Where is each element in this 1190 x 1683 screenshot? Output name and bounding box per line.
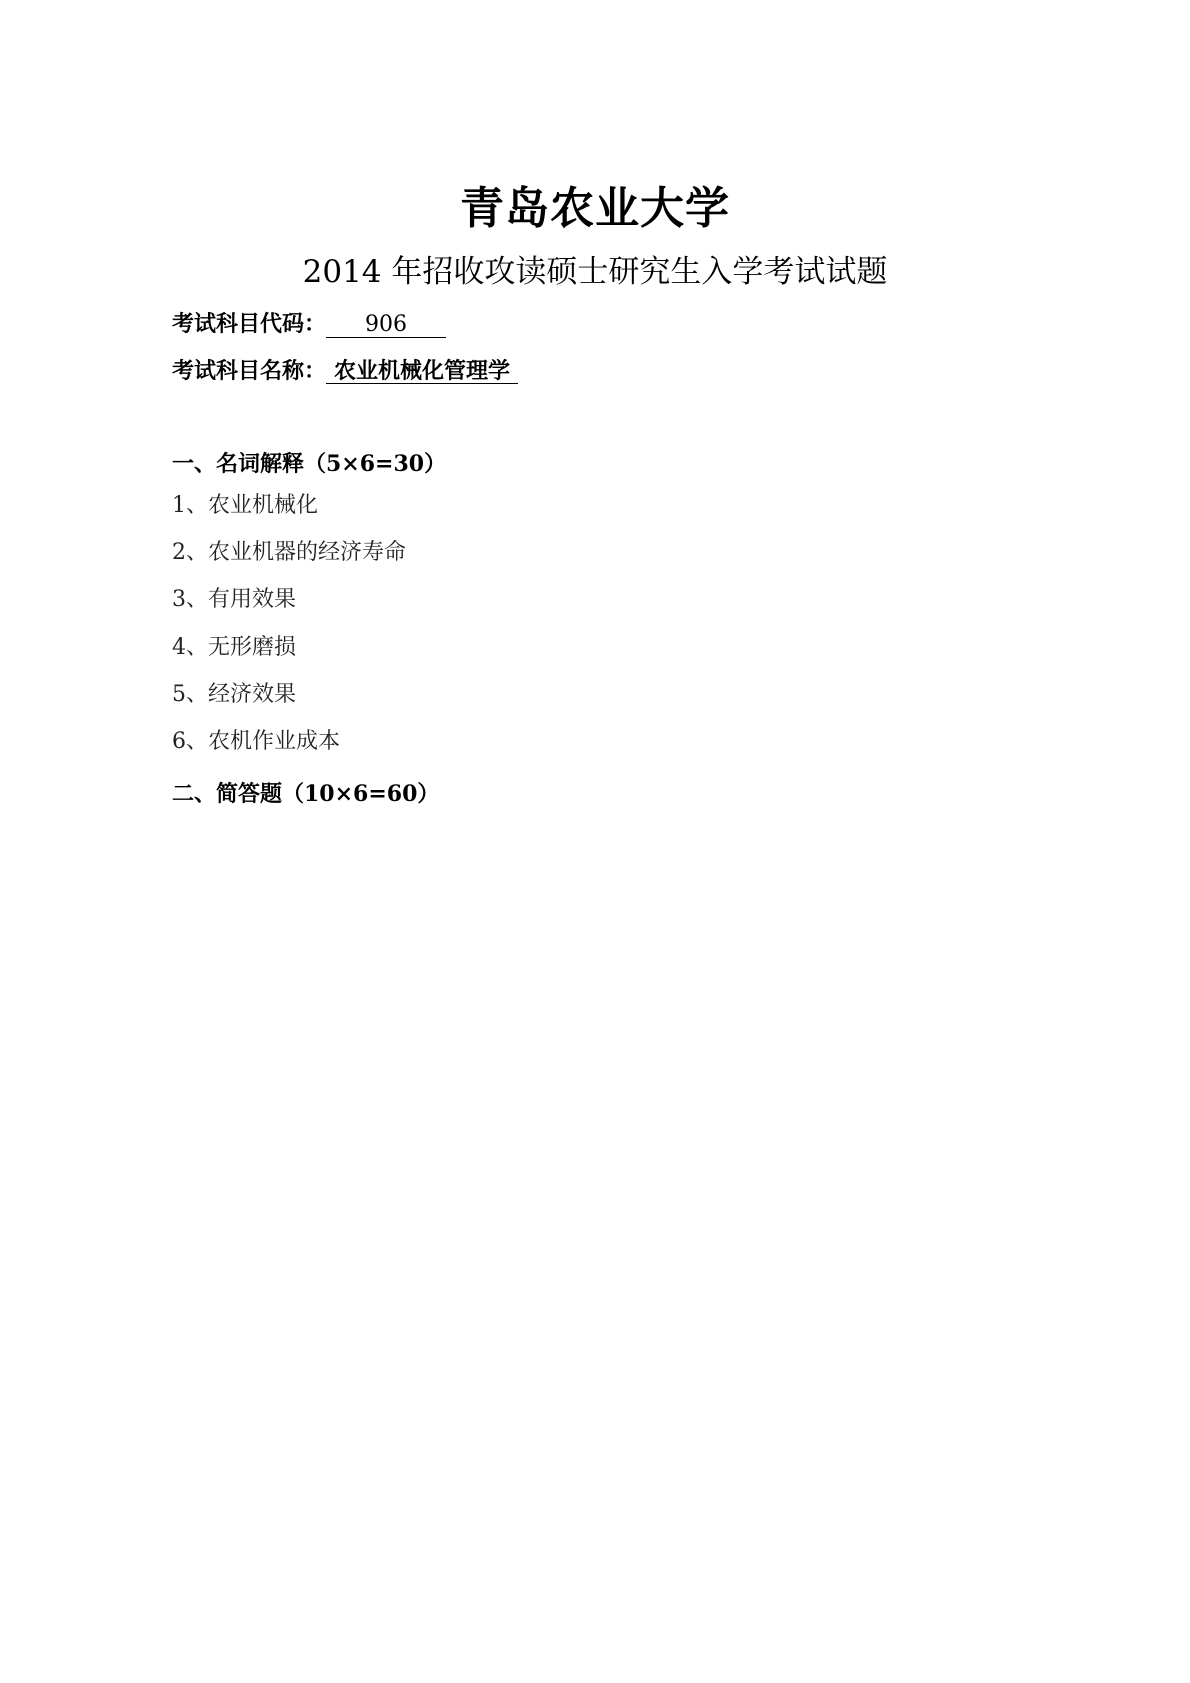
term-list — [172, 494, 406, 777]
section-heading-short-answer: 二、简答题（10×6=60） — [172, 781, 440, 807]
subject-name-label: 考试科目名称： — [172, 358, 327, 384]
subject-code-label: 考试科目代码： — [172, 311, 327, 337]
subject-name-line — [172, 354, 518, 385]
university-title: 青岛农业大学 — [460, 183, 730, 234]
list-item: 6、农机作业成本 — [172, 728, 340, 754]
list-item: 4、无形磨损 — [172, 634, 296, 660]
list-item: 5、经济效果 — [172, 681, 296, 707]
subject-code-line — [172, 307, 446, 338]
exam-title: 2014 年招收攻读硕士研究生入学考试试题 — [302, 254, 888, 290]
subject-name-value: 农业机械化管理学 — [326, 359, 518, 384]
subject-code-value: 906 — [326, 313, 446, 338]
list-item: 3、有用效果 — [172, 587, 296, 613]
list-item: 1、农业机械化 — [172, 493, 318, 518]
section-heading-terms: 一、名词解释（5×6=30） — [172, 451, 447, 477]
list-item: 2、农业机器的经济寿命 — [172, 540, 406, 566]
